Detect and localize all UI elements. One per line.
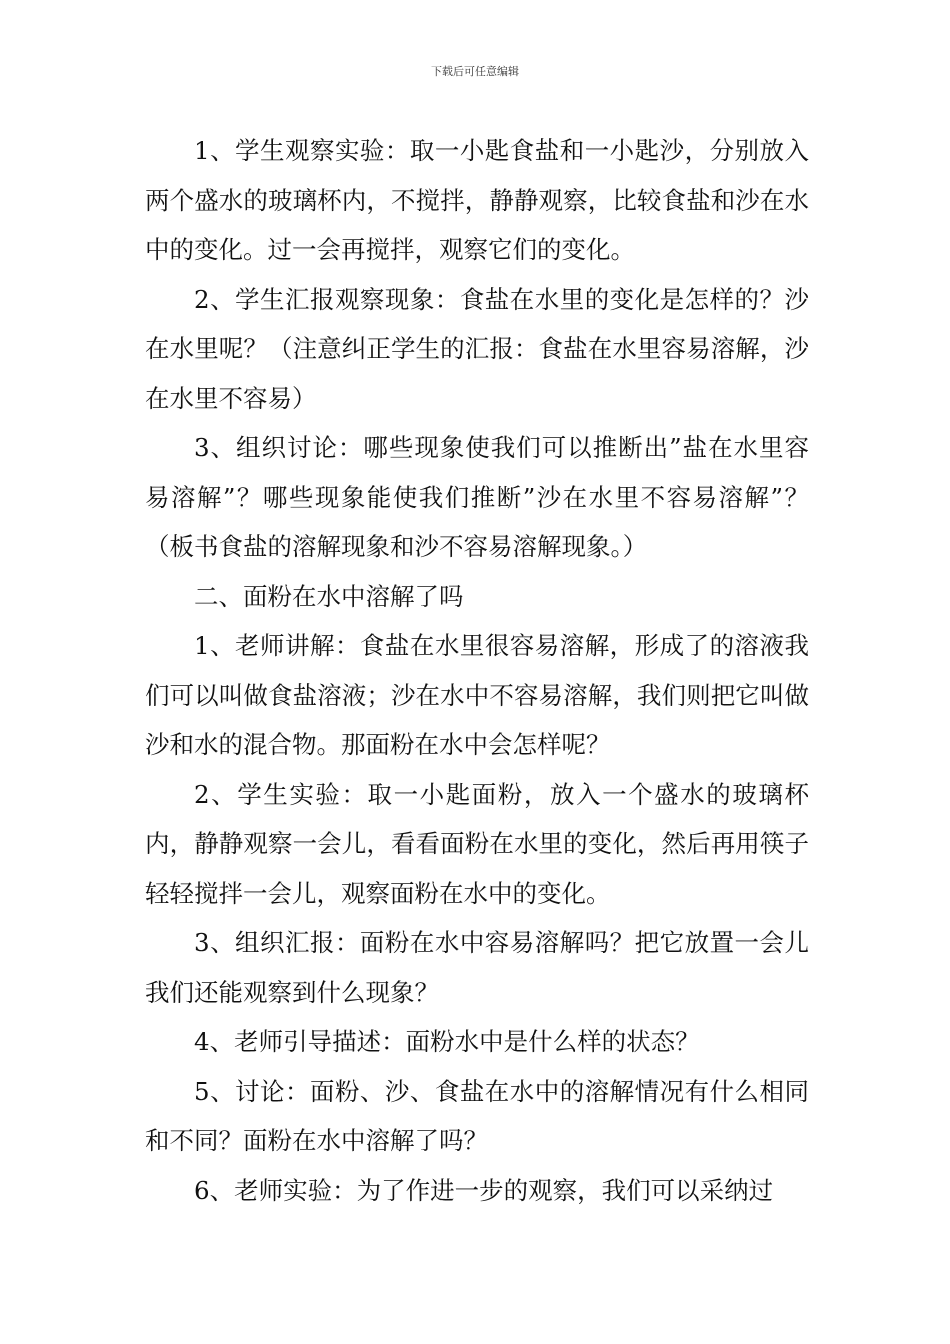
paragraph-6: 3、组织汇报：面粉在水中容易溶解吗？把它放置一会儿我们还能观察到什么现象？ bbox=[145, 928, 809, 1007]
page-header: 下载后可任意编辑 bbox=[431, 65, 519, 78]
document-body bbox=[145, 126, 809, 1215]
paragraph-7: 4、老师引导描述：面粉水中是什么样的状态？ bbox=[194, 1027, 700, 1056]
paragraph-9: 6、老师实验：为了作进一步的观察，我们可以采纳过 bbox=[194, 1175, 774, 1205]
section-heading: 二、面粉在水中溶解了吗 bbox=[194, 581, 464, 611]
paragraph-3: 3、组织讨论：哪些现象使我们可以推断出”盐在水里容易溶解”？哪些现象能使我们推断”沙在水里不容易溶解”？（板书食盐的溶解现象和沙不容易溶解现象。） bbox=[145, 433, 809, 561]
paragraph-1: 1、学生观察实验：取一小匙食盐和一小匙沙，分别放入两个盛水的玻璃杯内，不搅拌，静静观察，比较食盐和沙在水中的变化。过一会再搅拌，观察它们的变化。 bbox=[145, 136, 809, 264]
paragraph-2: 2、学生汇报观察现象：食盐在水里的变化是怎样的？沙在水里呢？（注意纠正学生的汇报：食盐在水里容易溶解，沙在水里不容易） bbox=[145, 284, 809, 413]
paragraph-4: 1、老师讲解：食盐在水里很容易溶解，形成了的溶液我们可以叫做食盐溶液；沙在水中不容易溶解，我们则把它叫做沙和水的混合物。那面粉在水中会怎样呢？ bbox=[145, 631, 809, 759]
paragraph-8: 5、讨论：面粉、沙、食盐在水中的溶解情况有什么相同和不同？面粉在水中溶解了吗？ bbox=[145, 1076, 809, 1155]
paragraph-5: 2、学生实验：取一小匙面粉，放入一个盛水的玻璃杯内，静静观察一会儿，看看面粉在水里的变化，然后再用筷子轻轻搅拌一会儿，观察面粉在水中的变化。 bbox=[145, 779, 809, 908]
